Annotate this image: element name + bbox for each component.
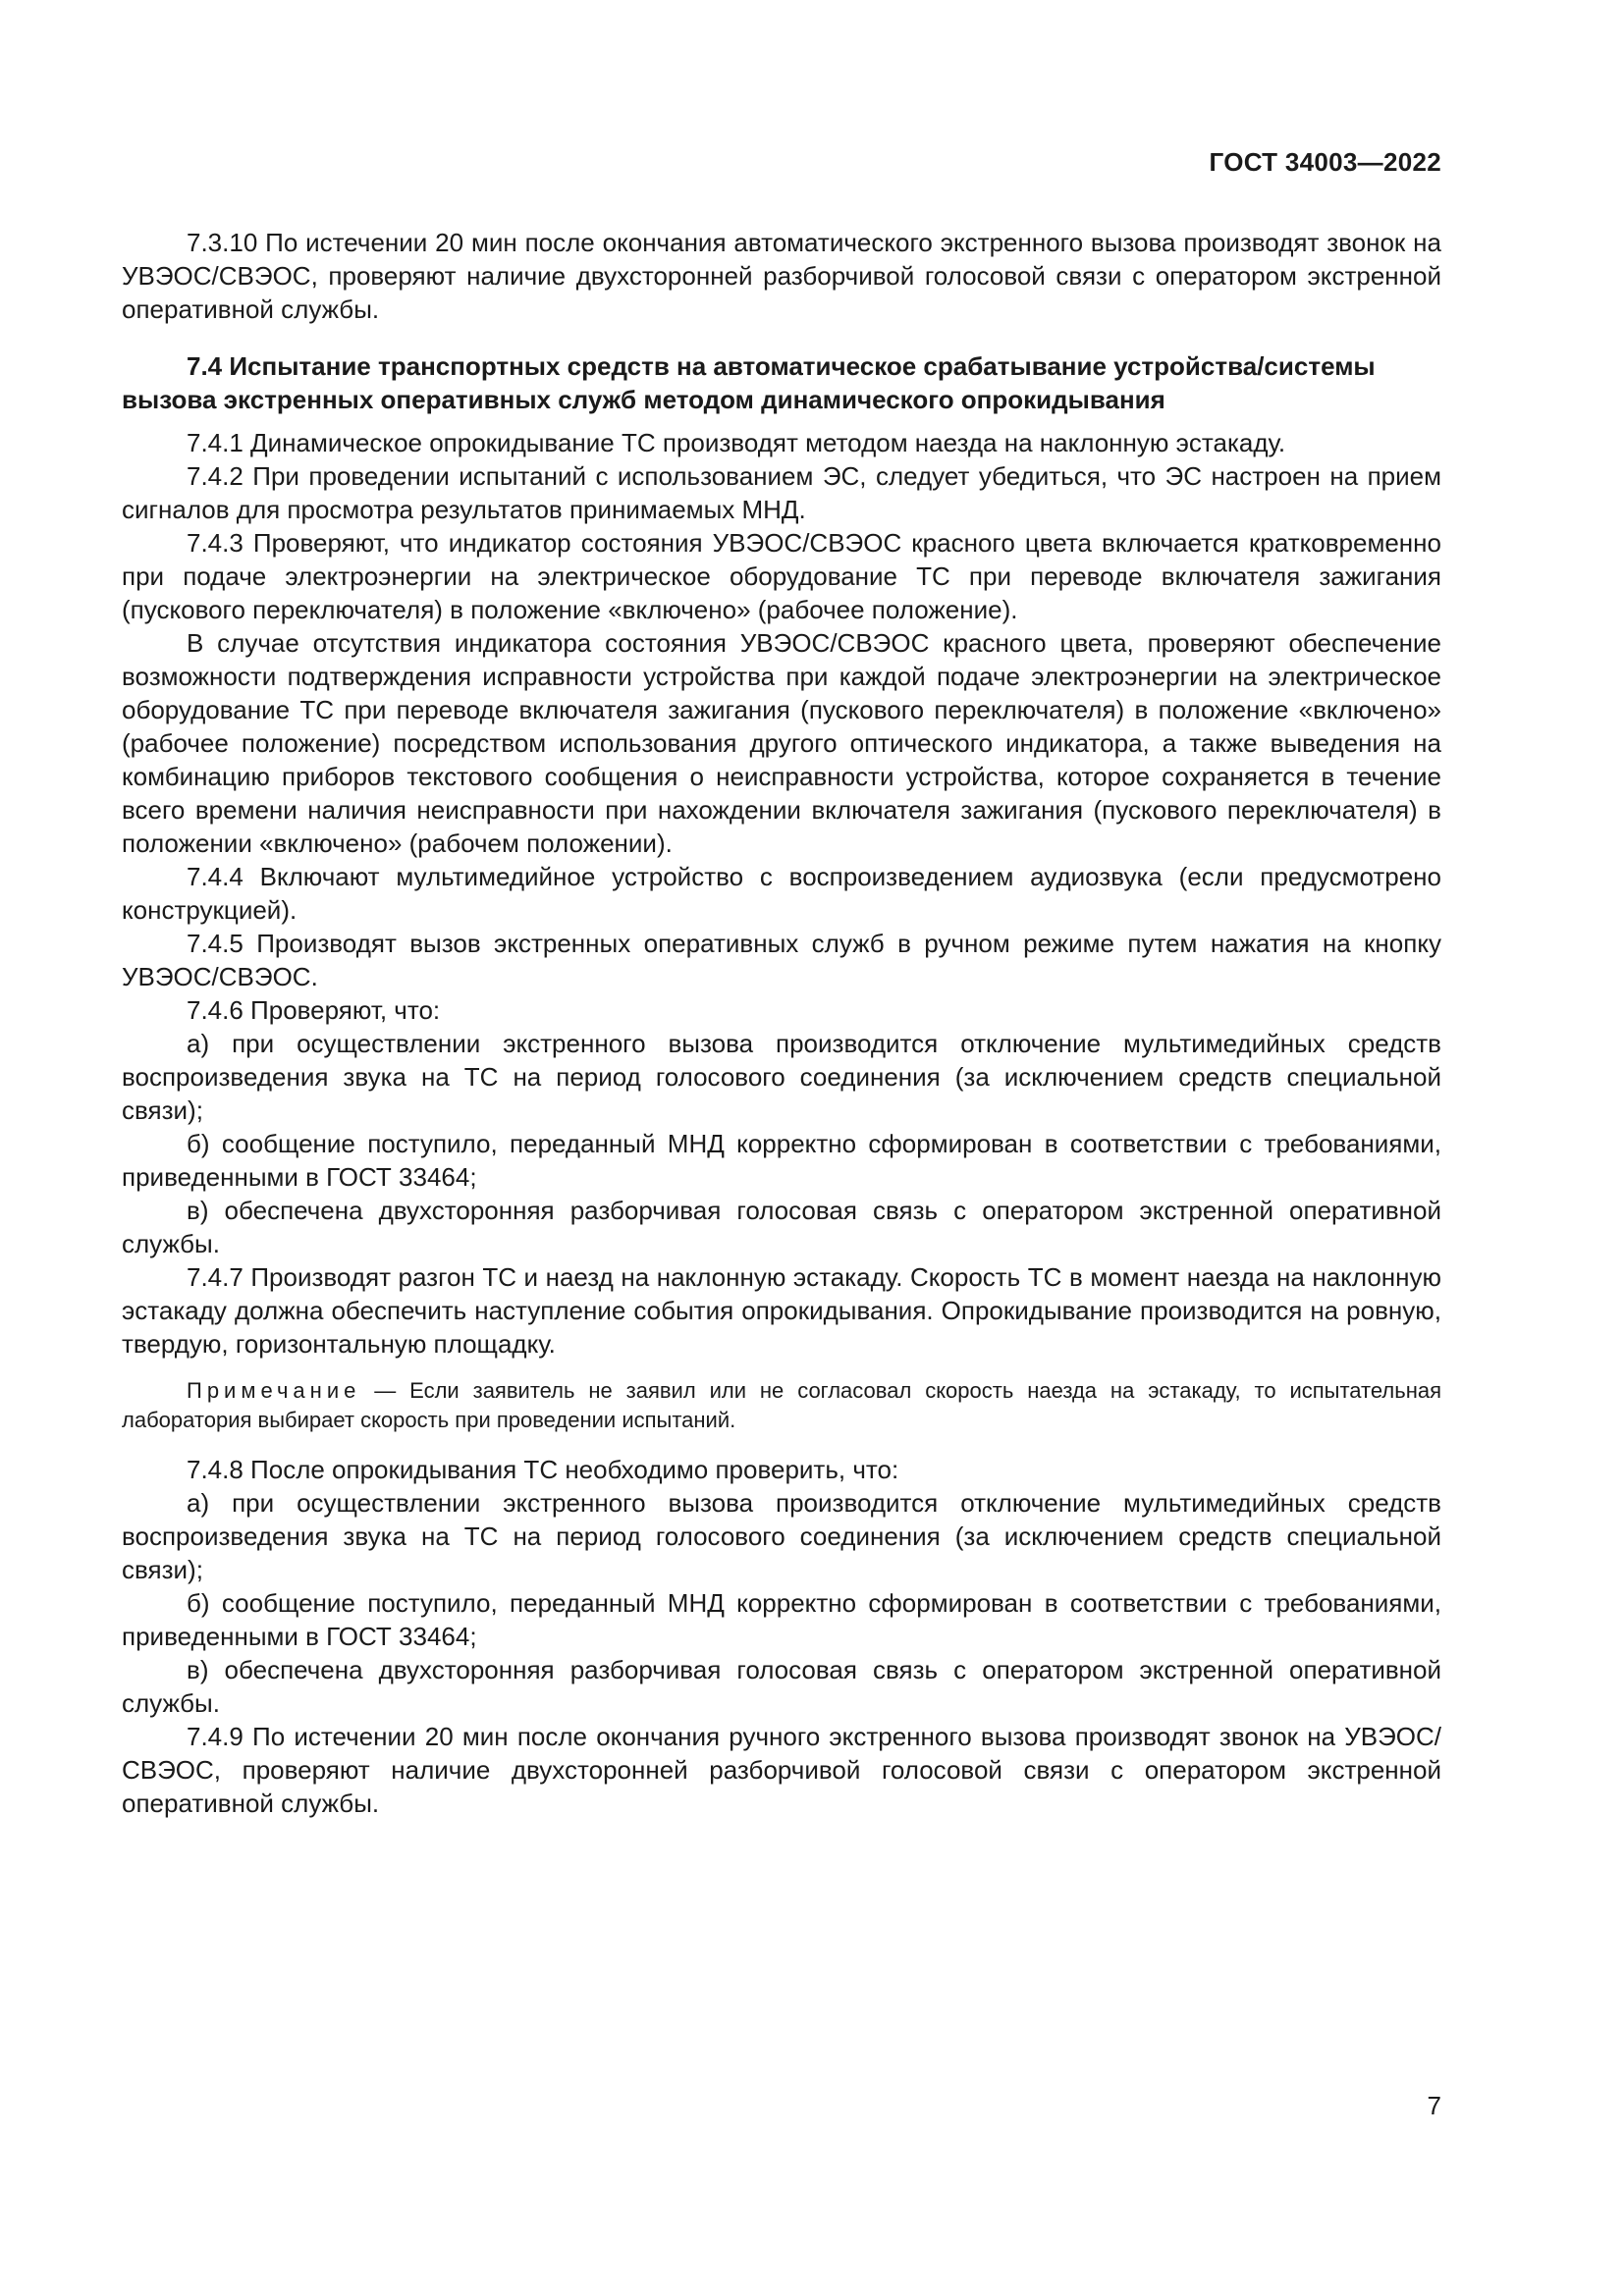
paragraph-7-4-5: 7.4.5 Производят вызов экстренных оперативных служб в ручном режиме путем нажатия на кнопку УВЭОС/СВЭОС. <box>122 929 1441 991</box>
page-number: 7 <box>1427 2091 1441 2120</box>
list-item-7-4-6-a: а) при осуществлении экстренного вызова производится отключение мультимедийных средств воспроизведения звука на ТС на период голосового соединения (за исключением средств специальной связи); <box>122 1029 1441 1125</box>
note <box>122 1376 1441 1435</box>
list-item-7-4-6-v: в) обеспечена двухсторонняя разборчивая голосовая связь с оператором экстренной оперативной службы. <box>122 1196 1441 1258</box>
paragraph-7-4-7: 7.4.7 Производят разгон ТС и наезд на наклонную эстакаду. Скорость ТС в момент наезда на наклонную эстакаду должна обеспечить наступление события опрокидывания. Опрокидывание производится на ровную, твердую, горизонтальную площадку. <box>122 1262 1441 1359</box>
paragraph-7-4-9: 7.4.9 По истечении 20 мин после окончания ручного экстренного вызова производят звонок на УВЭОС/СВЭОС, проверяют наличие двухсторонней разборчивой голосовой связи с оператором экстренной оперативной службы. <box>122 1722 1441 1818</box>
list-item-7-4-6-b: б) сообщение поступило, переданный МНД корректно сформирован в соответствии с требованиями, приведенными в ГОСТ 33464; <box>122 1129 1441 1192</box>
paragraph-7-4-1: 7.4.1 Динамическое опрокидывание ТС производят методом наезда на наклонную эстакаду. <box>187 428 1286 457</box>
document-header-id: ГОСТ 34003—2022 <box>1209 147 1441 177</box>
main-content <box>122 226 1441 1820</box>
note-label: Примечание <box>187 1378 361 1403</box>
paragraph-7-4-4: 7.4.4 Включают мультимедийное устройство с воспроизведением аудиозвука (если предусмотрено конструкцией). <box>122 862 1441 925</box>
list-item-7-4-8-v: в) обеспечена двухсторонняя разборчивая голосовая связь с оператором экстренной оперативной службы. <box>122 1655 1441 1718</box>
paragraph-7-3-10: 7.3.10 По истечении 20 мин после окончания автоматического экстренного вызова производят звонок на УВЭОС/СВЭОС, проверяют наличие двухсторонней разборчивой голосовой связи с оператором экстренной оперативной службы. <box>122 228 1441 324</box>
list-item-7-4-8-b: б) сообщение поступило, переданный МНД корректно сформирован в соответствии с требованиями, приведенными в ГОСТ 33464; <box>122 1588 1441 1651</box>
paragraph-7-4-6: 7.4.6 Проверяют, что: <box>187 995 441 1025</box>
list-item-7-4-8-a: а) при осуществлении экстренного вызова производится отключение мультимедийных средств воспроизведения звука на ТС на период голосового соединения (за исключением средств специальной связи); <box>122 1488 1441 1584</box>
paragraph-7-4-3-continuation: В случае отсутствия индикатора состояния УВЭОС/СВЭОС красного цвета, проверяют обеспечение возможности подтверждения исправности устройства при каждой подаче электроэнергии на электрическое оборудование ТС при переводе включателя зажигания (пускового переключателя) в положение «включено» (рабочее положение) посредством использования другого оптического индикатора, а также выведения на комбинацию приборов текстового сообщения о неисправности устройства, которое сохраняется в течение всего времени наличия неисправности при нахождении включателя зажигания (пускового переключателя) в положении «включено» (рабочем положении). <box>122 628 1441 858</box>
note-text: — Если заявитель не заявил или не согласовал скорость наезда на эстакаду, то испытательная лаборатория выбирает скорость при проведении испытаний. <box>122 1378 1441 1432</box>
section-title-7-4: 7.4 Испытание транспортных средств на автоматическое срабатывание устройства/системы вызова экстренных оперативных служб методом динамического опрокидывания <box>122 351 1376 414</box>
paragraph-7-4-8: 7.4.8 После опрокидывания ТС необходимо проверить, что: <box>187 1455 899 1484</box>
paragraph-7-4-3: 7.4.3 Проверяют, что индикатор состояния УВЭОС/СВЭОС красного цвета включается кратковременно при подаче электроэнергии на электрическое оборудование ТС при переводе включателя зажигания (пускового переключателя) в положение «включено» (рабочее положение). <box>122 528 1441 624</box>
paragraph-7-4-2: 7.4.2 При проведении испытаний с использованием ЭС, следует убедиться, что ЭС настроен на прием сигналов для просмотра результатов принимаемых МНД. <box>122 461 1441 524</box>
